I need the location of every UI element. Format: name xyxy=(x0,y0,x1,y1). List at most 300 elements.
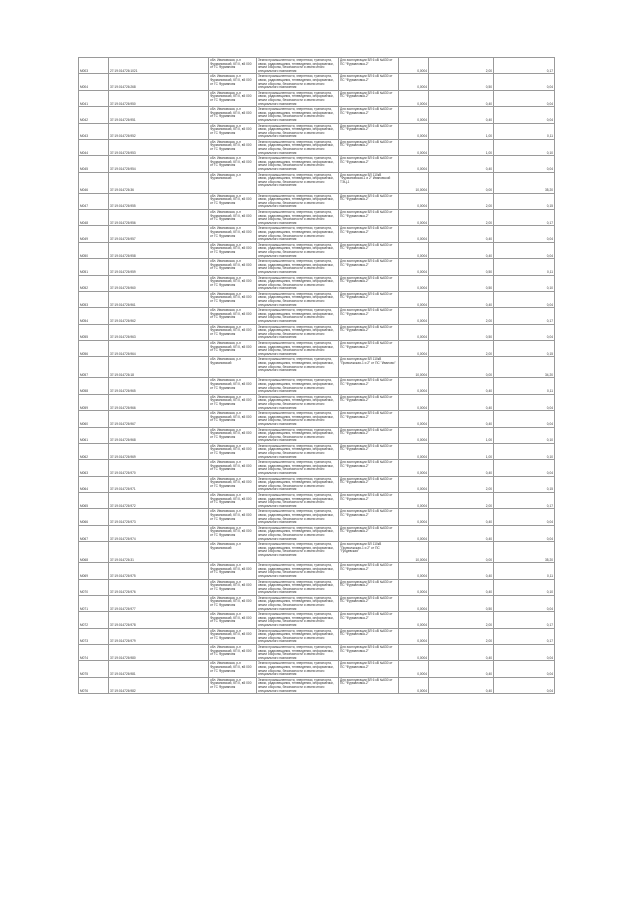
row-id: M060 xyxy=(79,411,109,427)
table-body xyxy=(79,58,555,694)
row-id: M047 xyxy=(79,193,109,209)
permitted-use: Для эксплуатации ВЛ 6 кВ №630 от ПС "Фурмановка-2" xyxy=(339,275,399,291)
area-value: 0,0004 xyxy=(399,291,429,307)
area-value: 0,0004 xyxy=(399,259,429,275)
land-category: Земли промышленности, энергетики, транспорта, связи, радиовещания, телевидения, информатики, земли обороны, безопасности и земли иного специального назначения xyxy=(257,612,339,628)
land-category: Земли промышленности, энергетики, транспорта, связи, радиовещания, телевидения, информатики, земли обороны, безопасности и земли иного специального назначения xyxy=(257,563,339,579)
area-value: 0,0004 xyxy=(399,341,429,357)
area-value: 0,0004 xyxy=(399,509,429,525)
row-id: M050 xyxy=(79,242,109,258)
rate-value: 2,00 xyxy=(429,58,494,74)
address: обл. Ивановская, р-н Фурмановский, КП II, в5 000 от ГС Фурмановк xyxy=(209,107,257,123)
area-value: 0,0004 xyxy=(399,378,429,394)
row-id: M061 xyxy=(79,427,109,443)
land-category: Земли промышленности, энергетики, транспорта, связи, радиовещания, телевидения, информатики, земли обороны, безопасности и земли иного специального назначения xyxy=(257,595,339,611)
table-row xyxy=(79,172,555,193)
sum-value: 0,17 xyxy=(494,612,555,628)
sum-value: 0,04 xyxy=(494,661,555,677)
cadastral-number: 37:19:014726:968 xyxy=(109,427,209,443)
area-value: 0,0004 xyxy=(399,210,429,226)
address: обл. Ивановская, р-н Фурмановский, КП II, в5 000 от ГС Фурмановк xyxy=(209,275,257,291)
permitted-use: Для эксплуатации ВЛ 6 кВ №630 от ПС "Фурмановка-2" xyxy=(339,139,399,155)
permitted-use: Для эксплуатации ВЛ 6 кВ №630 от ПС "Фурмановка-2" xyxy=(339,74,399,90)
land-category: Земли промышленности, энергетики, транспорта, связи, радиовещания, телевидения, информатики, земли обороны, безопасности и земли иного специального назначения xyxy=(257,210,339,226)
cadastral-number: 37:19:014726:952 xyxy=(109,123,209,139)
address: обл. Ивановская, р-н Фурмановский, КП II, в5 000 от ГС Фурмановк xyxy=(209,226,257,242)
permitted-use: Для эксплуатации ВЛ 6 кВ №630 от ПС "Фурмановка-2" xyxy=(339,628,399,644)
rate-value: 0,40 xyxy=(429,411,494,427)
row-id: M003 xyxy=(79,58,109,74)
address: обл. Ивановская, р-н Фурмановский, КП II, в5 000 от ГС Фурмановк xyxy=(209,394,257,410)
row-id: M042 xyxy=(79,107,109,123)
land-category: Земли промышленности, энергетики, транспорта, связи, радиовещания, телевидения, информатики, земли обороны, безопасности и земли иного специального назначения xyxy=(257,493,339,509)
cadastral-number: 37:19:014726:973 xyxy=(109,509,209,525)
permitted-use: Для эксплуатации ВЛ 110кВ "Приволжская-1 и 2" от ПС "Губдевская" xyxy=(339,542,399,563)
area-value: 0,0004 xyxy=(399,411,429,427)
table-row xyxy=(79,341,555,357)
area-value: 0,0004 xyxy=(399,156,429,172)
address: обл. Ивановская, р-н Фурмановский, КП II, в5 000 от ГС Фурмановк xyxy=(209,595,257,611)
cadastral-number: 37:19:014726:977 xyxy=(109,595,209,611)
area-value: 10,0004 xyxy=(399,357,429,378)
row-id: M049 xyxy=(79,226,109,242)
row-id: M071 xyxy=(79,595,109,611)
permitted-use: Для эксплуатации ВЛ 6 кВ №630 от ПС "Фурмановка-2" xyxy=(339,427,399,443)
row-id: M057 xyxy=(79,357,109,378)
rate-value: 0,40 xyxy=(429,90,494,106)
table-row xyxy=(79,291,555,307)
land-category: Земли промышленности, энергетики, транспорта, связи, радиовещания, телевидения, информатики, земли обороны, безопасности и земли иного специального назначения xyxy=(257,394,339,410)
land-category: Земли промышленности, энергетики, транспорта, связи, радиовещания, телевидения, информатики, земли обороны, безопасности и земли иного специального назначения xyxy=(257,90,339,106)
row-id: M055 xyxy=(79,324,109,340)
address: обл. Ивановская, р-н Фурмановский, КП II, в5 000 от ГС Фурмановк xyxy=(209,341,257,357)
table-row xyxy=(79,193,555,209)
row-id: M051 xyxy=(79,259,109,275)
cadastral-number: 37:19:014726:964 xyxy=(109,341,209,357)
area-value: 0,0004 xyxy=(399,139,429,155)
area-value: 0,0004 xyxy=(399,677,429,693)
permitted-use: Для эксплуатации ВЛ 6 кВ №630 от ПС "Фурмановка-2" xyxy=(339,579,399,595)
permitted-use: Для эксплуатации ВЛ 110кВ "Фурмановская-1 и 2" Ивановской ТЭЦ-1 xyxy=(339,172,399,193)
table-row xyxy=(79,595,555,611)
cadastral-number: 37:19:014726:980 xyxy=(109,645,209,661)
sum-value: 0,10 xyxy=(494,139,555,155)
rate-value: 0,50 xyxy=(429,74,494,90)
row-id: M065 xyxy=(79,493,109,509)
area-value: 0,0004 xyxy=(399,324,429,340)
table-row xyxy=(79,90,555,106)
address: обл. Ивановская, р-н Фурмановский xyxy=(209,357,257,378)
area-value: 0,0004 xyxy=(399,460,429,476)
sum-value: 34,20 xyxy=(494,357,555,378)
address: обл. Ивановская, р-н Фурмановский, КП II, в5 000 от ГС Фурмановк xyxy=(209,242,257,258)
permitted-use: Для эксплуатации ВЛ 6 кВ №630 от ПС "Фурмановка-2" xyxy=(339,595,399,611)
land-category: Земли промышленности, энергетики, транспорта, связи, радиовещания, телевидения, информатики, земли обороны, безопасности и земли иного специального назначения xyxy=(257,58,339,74)
sum-value: 35,20 xyxy=(494,172,555,193)
table-row xyxy=(79,242,555,258)
row-id: M059 xyxy=(79,394,109,410)
address: обл. Ивановская, р-н Фурмановский, КП II, в5 000 от ГС Фурмановк xyxy=(209,411,257,427)
cadastral-number: 37:19:014726:958 xyxy=(109,242,209,258)
area-value: 0,0004 xyxy=(399,123,429,139)
sum-value: 0,15 xyxy=(494,193,555,209)
table-row xyxy=(79,139,555,155)
rate-value: 0,00 xyxy=(429,542,494,563)
permitted-use: Для эксплуатации ВЛ 6 кВ №630 от ПС "Фурмановка-2" xyxy=(339,107,399,123)
address: обл. Ивановская, р-н Фурмановский xyxy=(209,542,257,563)
sum-value: 0,04 xyxy=(494,411,555,427)
cadastral-number: 27:19:014726:1021 xyxy=(109,58,209,74)
land-category: Земли промышленности, энергетики, транспорта, связи, радиовещания, телевидения, информатики, земли обороны, безопасности и земли иного специального назначения xyxy=(257,427,339,443)
table-row xyxy=(79,612,555,628)
permitted-use: Для эксплуатации ВЛ 6 кВ №630 от ПС "Фурмановка-2" xyxy=(339,308,399,324)
cadastral-number: 37:19:014726:960 xyxy=(109,275,209,291)
sum-value: 0,04 xyxy=(494,394,555,410)
row-id: M056 xyxy=(79,341,109,357)
land-category: Земли промышленности, энергетики, транспорта, связи, радиовещания, телевидения, информатики, земли обороны, безопасности и земли иного специального назначения xyxy=(257,242,339,258)
permitted-use: Для эксплуатации ВЛ 6 кВ №630 от ПС "Фурмановка-2" xyxy=(339,193,399,209)
sum-value: 0,04 xyxy=(494,509,555,525)
rate-value: 0,50 xyxy=(429,259,494,275)
sum-value: 0,04 xyxy=(494,74,555,90)
permitted-use: Для эксплуатации ВЛ 6 кВ №630 от ПС "Фурмановка-2" xyxy=(339,661,399,677)
cadastral-number: 37:19:014726:951 xyxy=(109,107,209,123)
cadastral-number: 37:19:014726:31 xyxy=(109,542,209,563)
land-category: Земли промышленности, энергетики, транспорта, связи, радиовещания, телевидения, информатики, земли обороны, безопасности и земли иного специального назначения xyxy=(257,460,339,476)
cadastral-number: 37:19:014726:268 xyxy=(109,74,209,90)
cadastral-number: 37:19:014726:967 xyxy=(109,411,209,427)
rate-value: 0,40 xyxy=(429,661,494,677)
row-id: M075 xyxy=(79,661,109,677)
sum-value: 0,17 xyxy=(494,210,555,226)
table-row xyxy=(79,427,555,443)
table-row xyxy=(79,58,555,74)
address: обл. Ивановская, р-н Фурмановский, КП II, в5 000 от ГС Фурмановк xyxy=(209,628,257,644)
rate-value: 2,00 xyxy=(429,628,494,644)
area-value: 0,0004 xyxy=(399,645,429,661)
area-value: 0,0004 xyxy=(399,394,429,410)
address: обл. Ивановская, р-н Фурмановский, КП II, в5 000 от ГС Фурмановк xyxy=(209,509,257,525)
rate-value: 1,00 xyxy=(429,139,494,155)
row-id: M062 xyxy=(79,443,109,459)
row-id: M053 xyxy=(79,291,109,307)
cadastral-number: 37:19:014726:956 xyxy=(109,210,209,226)
sum-value: 0,11 xyxy=(494,123,555,139)
permitted-use: Для эксплуатации ВЛ 6 кВ №630 от ПС "Фурмановка-2" xyxy=(339,411,399,427)
cadastral-number: 37:19:014726:957 xyxy=(109,226,209,242)
table-row xyxy=(79,308,555,324)
row-id: M052 xyxy=(79,275,109,291)
cadastral-number: 37:19:014726:18 xyxy=(109,357,209,378)
table-row xyxy=(79,628,555,644)
table-row xyxy=(79,226,555,242)
table-row xyxy=(79,493,555,509)
table-row xyxy=(79,476,555,492)
rate-value: 0,40 xyxy=(429,156,494,172)
sum-value: 0,04 xyxy=(494,460,555,476)
sum-value: 0,17 xyxy=(494,58,555,74)
sum-value: 0,11 xyxy=(494,259,555,275)
address: обл. Ивановская, р-н Фурмановский, КП II, в5 000 от ГС Фурмановк xyxy=(209,661,257,677)
rate-value: 0,00 xyxy=(429,172,494,193)
permitted-use: Для эксплуатации ВЛ 6 кВ №630 от ПС "Фурмановка-2" xyxy=(339,677,399,693)
address: обл. Ивановская, р-н Фурмановский, КП II, в5 000 от ГС Фурмановк xyxy=(209,193,257,209)
area-value: 0,0004 xyxy=(399,308,429,324)
permitted-use: Для эксплуатации ВЛ 6 кВ №630 от ПС "Фурмановка-2" xyxy=(339,378,399,394)
row-id: M067 xyxy=(79,525,109,541)
address: обл. Ивановская, р-н Фурмановский, КП II, в5 000 от ГС Фурмановк xyxy=(209,443,257,459)
permitted-use: Для эксплуатации ВЛ 6 кВ №630 от ПС "Фурмановка-2" xyxy=(339,242,399,258)
address: обл. Ивановская, р-н Фурмановский, КП II, в5 000 от ГС Фурмановк xyxy=(209,259,257,275)
address: обл. Ивановская, р-н Фурмановский, КП II, в5 000 от ГС Фурмановк xyxy=(209,645,257,661)
permitted-use: Для эксплуатации ВЛ 6 кВ №630 от ПС "Фурмановка-2" xyxy=(339,123,399,139)
permitted-use: Для эксплуатации ВЛ 6 кВ №630 от ПС "Фурмановка-2" xyxy=(339,226,399,242)
cadastral-number: 37:19:014726:963 xyxy=(109,324,209,340)
area-value: 0,0004 xyxy=(399,226,429,242)
cadastral-number: 37:19:014726:36 xyxy=(109,172,209,193)
address: обл. Ивановская, р-н Фурмановский, КП II, в5 000 от ГС Фурмановк xyxy=(209,677,257,693)
address: обл. Ивановская, р-н Фурмановский, КП II, в5 000 от ГС Фурмановк xyxy=(209,525,257,541)
row-id: M004 xyxy=(79,74,109,90)
permitted-use: Для эксплуатации ВЛ 6 кВ №630 от ПС "Фурмановка-2" xyxy=(339,460,399,476)
rate-value: 0,40 xyxy=(429,563,494,579)
land-category: Земли промышленности, энергетики, транспорта, связи, радиовещания, телевидения, информатики, земли обороны, безопасности и земли иного специального назначения xyxy=(257,156,339,172)
row-id: M041 xyxy=(79,90,109,106)
permitted-use: Для эксплуатации ВЛ 6 кВ №630 от ПС "Фурмановка-2" xyxy=(339,509,399,525)
land-category: Земли промышленности, энергетики, транспорта, связи, радиовещания, телевидения, информатики, земли обороны, безопасности и земли иного специального назначения xyxy=(257,172,339,193)
sum-value: 0,04 xyxy=(494,525,555,541)
permitted-use: Для эксплуатации ВЛ 6 кВ №630 от ПС "Фурмановка-2" xyxy=(339,341,399,357)
sum-value: 0,17 xyxy=(494,628,555,644)
row-id: M073 xyxy=(79,628,109,644)
area-value: 0,0004 xyxy=(399,74,429,90)
land-category: Земли промышленности, энергетики, транспорта, связи, радиовещания, телевидения, информатики, земли обороны, безопасности и земли иного специального назначения xyxy=(257,123,339,139)
sum-value: 0,11 xyxy=(494,378,555,394)
rate-value: 2,00 xyxy=(429,612,494,628)
land-category: Земли промышленности, энергетики, транспорта, связи, радиовещания, телевидения, информатики, земли обороны, безопасности и земли иного специального назначения xyxy=(257,628,339,644)
table-row xyxy=(79,156,555,172)
rate-value: 2,00 xyxy=(429,493,494,509)
cadastral-number: 37:19:014726:950 xyxy=(109,90,209,106)
cadastral-number: 37:19:014726:972 xyxy=(109,493,209,509)
area-value: 10,0004 xyxy=(399,542,429,563)
land-category: Земли промышленности, энергетики, транспорта, связи, радиовещания, телевидения, информатики, земли обороны, безопасности и земли иного специального назначения xyxy=(257,193,339,209)
address: обл. Ивановская, р-н Фурмановский, КП II, в5 000 от ГС Фурмановк xyxy=(209,156,257,172)
area-value: 0,0004 xyxy=(399,107,429,123)
land-category: Земли промышленности, энергетики, транспорта, связи, радиовещания, телевидения, информатики, земли обороны, безопасности и земли иного специального назначения xyxy=(257,645,339,661)
row-id: M063 xyxy=(79,460,109,476)
area-value: 0,0004 xyxy=(399,612,429,628)
sum-value: 0,15 xyxy=(494,476,555,492)
rate-value: 0,40 xyxy=(429,645,494,661)
cadastral-number: 37:19:014726:974 xyxy=(109,525,209,541)
permitted-use: Для эксплуатации ВЛ 6 кВ №630 от ПС "Фурмановка-2" xyxy=(339,563,399,579)
cadastral-number: 37:19:014726:959 xyxy=(109,259,209,275)
address: обл. Ивановская, р-н Фурмановский, КП II, в5 000 от ГС Фурмановк xyxy=(209,74,257,90)
land-category: Земли промышленности, энергетики, транспорта, связи, радиовещания, телевидения, информатики, земли обороны, безопасности и земли иного специального назначения xyxy=(257,291,339,307)
sum-value: 35,20 xyxy=(494,542,555,563)
address: обл. Ивановская, р-н Фурмановский xyxy=(209,172,257,193)
table-row xyxy=(79,210,555,226)
area-value: 0,0004 xyxy=(399,525,429,541)
rate-value: 0,00 xyxy=(429,357,494,378)
address: обл. Ивановская, р-н Фурмановский, КП II, в5 000 от ГС Фурмановк xyxy=(209,123,257,139)
rate-value: 0,40 xyxy=(429,226,494,242)
permitted-use: Для эксплуатации ВЛ 6 кВ №630 от ПС "Фурмановка-2" xyxy=(339,156,399,172)
table-row xyxy=(79,542,555,563)
cadastral-number: 37:19:014726:953 xyxy=(109,139,209,155)
table-row xyxy=(79,579,555,595)
rate-value: 2,00 xyxy=(429,210,494,226)
cadastral-number: 37:19:014726:978 xyxy=(109,612,209,628)
cadastral-number: 37:19:014726:979 xyxy=(109,628,209,644)
land-category: Земли промышленности, энергетики, транспорта, связи, радиовещания, телевидения, информатики, земли обороны, безопасности и земли иного специального назначения xyxy=(257,542,339,563)
rate-value: 0,40 xyxy=(429,579,494,595)
area-value: 10,0004 xyxy=(399,172,429,193)
rate-value: 0,50 xyxy=(429,275,494,291)
table-row xyxy=(79,357,555,378)
permitted-use: Для эксплуатации ВЛ 6 кВ №630 от ПС "Фурмановка-2" xyxy=(339,493,399,509)
address: обл. Ивановская, р-н Фурмановский, КП II, в5 000 от ГС Фурмановк xyxy=(209,612,257,628)
permitted-use: Для эксплуатации ВЛ 6 кВ №630 от ПС "Фурмановка-2" xyxy=(339,476,399,492)
cadastral-number: 37:19:014726:976 xyxy=(109,579,209,595)
rate-value: 0,40 xyxy=(429,677,494,693)
land-category: Земли промышленности, энергетики, транспорта, связи, радиовещания, телевидения, информатики, земли обороны, безопасности и земли иного специального назначения xyxy=(257,525,339,541)
table-row xyxy=(79,324,555,340)
sum-value: 0,04 xyxy=(494,677,555,693)
rate-value: 2,00 xyxy=(429,308,494,324)
address: обл. Ивановская, р-н Фурмановский, КП II, в5 000 от ГС Фурмановк xyxy=(209,476,257,492)
row-id: M072 xyxy=(79,612,109,628)
land-category: Земли промышленности, энергетики, транспорта, связи, радиовещания, телевидения, информатики, земли обороны, безопасности и земли иного специального назначения xyxy=(257,411,339,427)
land-category: Земли промышленности, энергетики, транспорта, связи, радиовещания, телевидения, информатики, земли обороны, безопасности и земли иного специального назначения xyxy=(257,275,339,291)
area-value: 0,0004 xyxy=(399,493,429,509)
land-category: Земли промышленности, энергетики, транспорта, связи, радиовещания, телевидения, информатики, земли обороны, безопасности и земли иного специального назначения xyxy=(257,226,339,242)
land-category: Земли промышленности, энергетики, транспорта, связи, радиовещания, телевидения, информатики, земли обороны, безопасности и земли иного специального назначения xyxy=(257,509,339,525)
land-category: Земли промышленности, энергетики, транспорта, связи, радиовещания, телевидения, информатики, земли обороны, безопасности и земли иного специального назначения xyxy=(257,259,339,275)
land-category: Земли промышленности, энергетики, транспорта, связи, радиовещания, телевидения, информатики, земли обороны, безопасности и земли иного специального назначения xyxy=(257,443,339,459)
permitted-use: Для эксплуатации ВЛ 6 кВ №630 от ПС "Фурмановка-2" xyxy=(339,525,399,541)
land-category: Земли промышленности, энергетики, транспорта, связи, радиовещания, телевидения, информатики, земли обороны, безопасности и земли иного специального назначения xyxy=(257,107,339,123)
address: обл. Ивановская, р-н Фурмановский, КП II, в5 000 от ГС Фурмановк xyxy=(209,58,257,74)
row-id: M048 xyxy=(79,210,109,226)
permitted-use: Для эксплуатации ВЛ 6 кВ №630 от ПС "Фурмановка-2" xyxy=(339,612,399,628)
permitted-use: Для эксплуатации ВЛ 110кВ "Приволжская-1 и 2" от ПС "Иваново" xyxy=(339,357,399,378)
table-row xyxy=(79,677,555,693)
cadastral-number: 37:19:014726:971 xyxy=(109,476,209,492)
address: обл. Ивановская, р-н Фурмановский, КП II, в5 000 от ГС Фурмановк xyxy=(209,324,257,340)
sum-value: 0,17 xyxy=(494,308,555,324)
sum-value: 0,10 xyxy=(494,579,555,595)
table-row xyxy=(79,74,555,90)
area-value: 0,0004 xyxy=(399,443,429,459)
row-id: M044 xyxy=(79,139,109,155)
rate-value: 2,00 xyxy=(429,476,494,492)
rate-value: 1,00 xyxy=(429,427,494,443)
rate-value: 0,40 xyxy=(429,525,494,541)
land-category: Земли промышленности, энергетики, транспорта, связи, радиовещания, телевидения, информатики, земли обороны, безопасности и земли иного специального назначения xyxy=(257,324,339,340)
area-value: 0,0004 xyxy=(399,595,429,611)
rate-value: 2,00 xyxy=(429,341,494,357)
sum-value: 0,10 xyxy=(494,443,555,459)
table-row xyxy=(79,525,555,541)
rate-value: 0,40 xyxy=(429,460,494,476)
land-category: Земли промышленности, энергетики, транспорта, связи, радиовещания, телевидения, информатики, земли обороны, безопасности и земли иного специального назначения xyxy=(257,661,339,677)
area-value: 0,0004 xyxy=(399,661,429,677)
area-value: 0,0004 xyxy=(399,476,429,492)
permitted-use: Для эксплуатации ВЛ 6 кВ №630 от ПС "Фурмановка-2" xyxy=(339,259,399,275)
row-id: M076 xyxy=(79,677,109,693)
permitted-use: Для эксплуатации ВЛ 6 кВ №630 от ПС "Фурмановка-2" xyxy=(339,443,399,459)
permitted-use: Для эксплуатации ВЛ 6 кВ №630 от ПС "Фурмановка-2" xyxy=(339,210,399,226)
sum-value: 0,04 xyxy=(494,107,555,123)
rate-value: 1,00 xyxy=(429,123,494,139)
land-category: Земли промышленности, энергетики, транспорта, связи, радиовещания, телевидения, информатики, земли обороны, безопасности и земли иного специального назначения xyxy=(257,579,339,595)
land-category: Земли промышленности, энергетики, транспорта, связи, радиовещания, телевидения, информатики, земли обороны, безопасности и земли иного специального назначения xyxy=(257,308,339,324)
address: обл. Ивановская, р-н Фурмановский, КП II, в5 000 от ГС Фурмановк xyxy=(209,427,257,443)
sum-value: 0,15 xyxy=(494,341,555,357)
address: обл. Ивановская, р-н Фурмановский, КП II, в5 000 от ГС Фурмановк xyxy=(209,579,257,595)
address: обл. Ивановская, р-н Фурмановский, КП II, в5 000 от ГС Фурмановк xyxy=(209,308,257,324)
permitted-use: Для эксплуатации ВЛ 6 кВ №630 от ПС "Фурмановка-2" xyxy=(339,291,399,307)
cadastral-number: 37:19:014726:970 xyxy=(109,460,209,476)
address: обл. Ивановская, р-н Фурмановский, КП II, в5 000 от ГС Фурмановк xyxy=(209,90,257,106)
table-row xyxy=(79,275,555,291)
row-id: M046 xyxy=(79,172,109,193)
table-row xyxy=(79,123,555,139)
land-category: Земли промышленности, энергетики, транспорта, связи, радиовещания, телевидения, информатики, земли обороны, безопасности и земли иного специального назначения xyxy=(257,476,339,492)
rate-value: 0,40 xyxy=(429,394,494,410)
land-category: Земли промышленности, энергетики, транспорта, связи, радиовещания, телевидения, информатики, земли обороны, безопасности и земли иного специального назначения xyxy=(257,677,339,693)
sum-value: 0,17 xyxy=(494,493,555,509)
table-row xyxy=(79,378,555,394)
rate-value: 0,40 xyxy=(429,509,494,525)
row-id: M058 xyxy=(79,378,109,394)
sum-value: 0,11 xyxy=(494,563,555,579)
row-id: M070 xyxy=(79,579,109,595)
address: обл. Ивановская, р-н Фурмановский, КП II, в5 000 от ГС Фурмановк xyxy=(209,139,257,155)
row-id: M054 xyxy=(79,308,109,324)
land-category: Земли промышленности, энергетики, транспорта, связи, радиовещания, телевидения, информатики, земли обороны, безопасности и земли иного специального назначения xyxy=(257,139,339,155)
cadastral-number: 37:19:014726:975 xyxy=(109,563,209,579)
cadastral-number: 37:19:014726:966 xyxy=(109,394,209,410)
permitted-use: Для эксплуатации ВЛ 6 кВ №630 от ПС "Фурмановка-2" xyxy=(339,324,399,340)
sum-value: 0,04 xyxy=(494,291,555,307)
row-id: M045 xyxy=(79,156,109,172)
sum-value: 0,10 xyxy=(494,275,555,291)
cadastral-number: 37:19:014726:962 xyxy=(109,308,209,324)
land-category: Земли промышленности, энергетики, транспорта, связи, радиовещания, телевидения, информатики, земли обороны, безопасности и земли иного специального назначения xyxy=(257,357,339,378)
land-category: Земли промышленности, энергетики, транспорта, связи, радиовещания, телевидения, информатики, земли обороны, безопасности и земли иного специального назначения xyxy=(257,378,339,394)
permitted-use: Для эксплуатации ВЛ 6 кВ №630 от ПС "Фурмановка-2" xyxy=(339,90,399,106)
address: обл. Ивановская, р-н Фурмановский, КП II, в5 000 от ГС Фурмановк xyxy=(209,210,257,226)
row-id: M069 xyxy=(79,563,109,579)
sum-value: 0,04 xyxy=(494,324,555,340)
rate-value: 0,50 xyxy=(429,324,494,340)
address: обл. Ивановская, р-н Фурмановский, КП II, в5 000 от ГС Фурмановк xyxy=(209,460,257,476)
rate-value: 0,40 xyxy=(429,242,494,258)
sum-value: 0,04 xyxy=(494,242,555,258)
cadastral-number: 37:19:014726:961 xyxy=(109,291,209,307)
area-value: 0,0004 xyxy=(399,563,429,579)
rate-value: 1,00 xyxy=(429,443,494,459)
cadastral-number: 37:19:014726:955 xyxy=(109,193,209,209)
area-value: 0,0004 xyxy=(399,58,429,74)
row-id: M064 xyxy=(79,476,109,492)
land-category: Земли промышленности, энергетики, транспорта, связи, радиовещания, телевидения, информатики, земли обороны, безопасности и земли иного специального назначения xyxy=(257,341,339,357)
address: обл. Ивановская, р-н Фурмановский, КП II, в5 000 от ГС Фурмановк xyxy=(209,291,257,307)
cadastral-number: 37:19:014726:969 xyxy=(109,443,209,459)
